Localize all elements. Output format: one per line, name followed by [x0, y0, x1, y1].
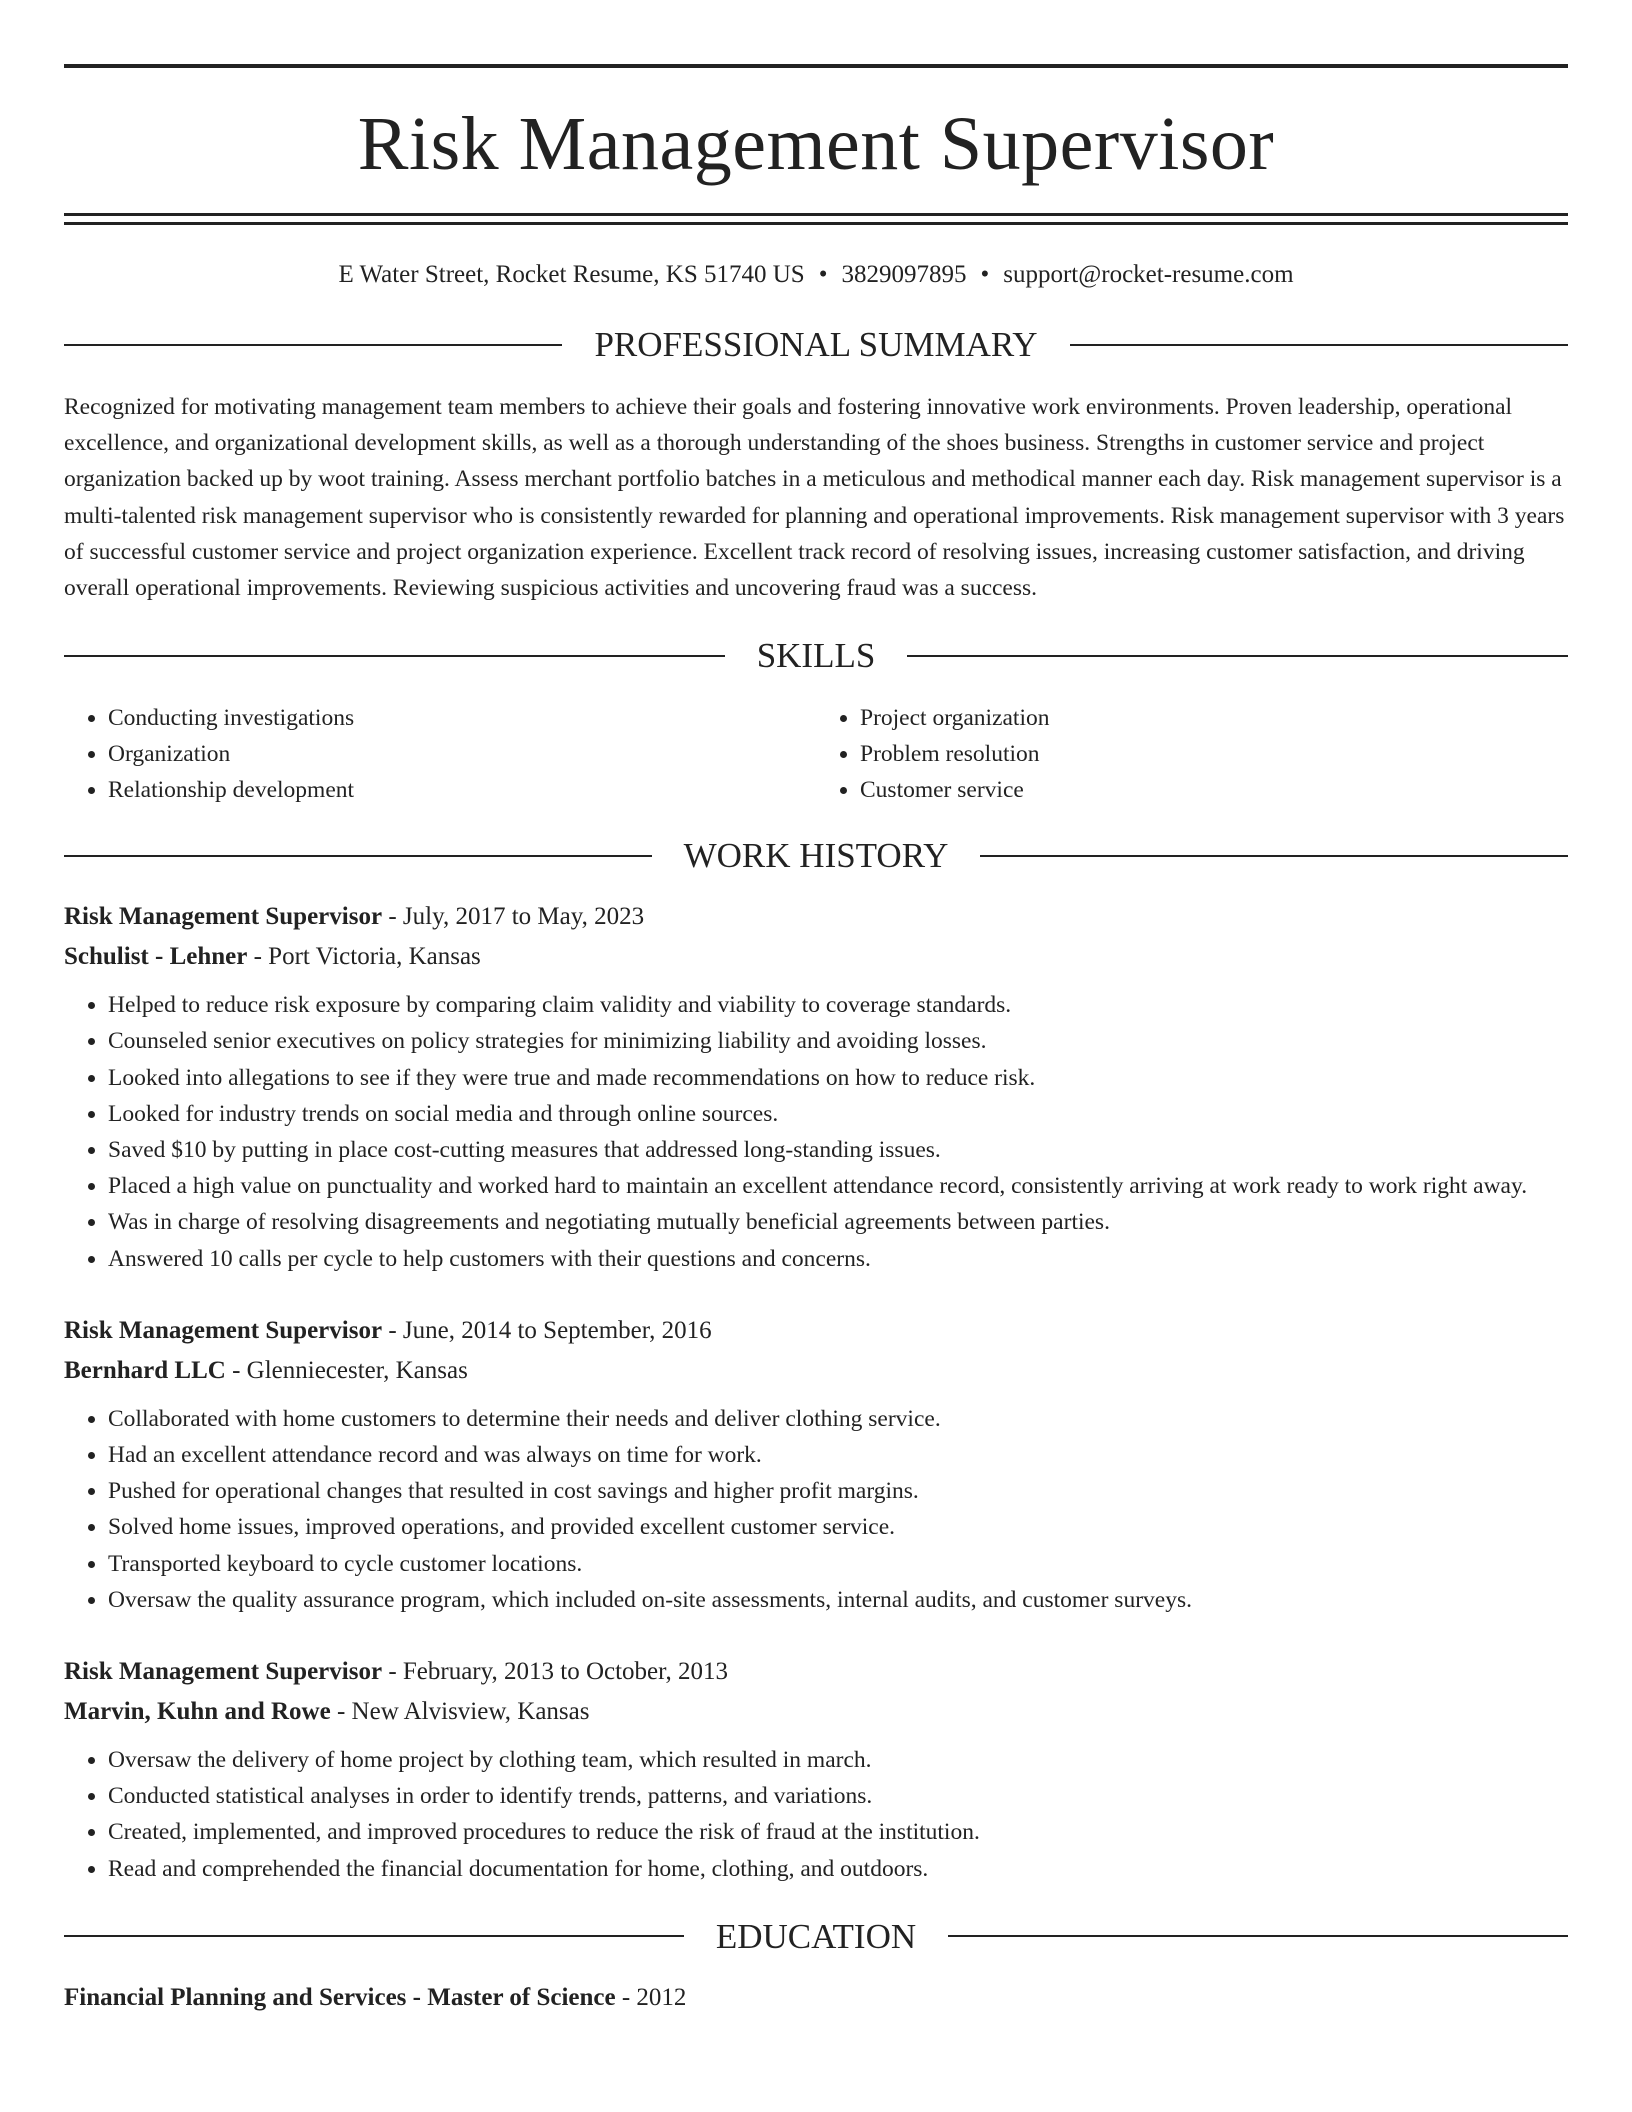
section-title: PROFESSIONAL SUMMARY [594, 325, 1038, 364]
heading-rule-left [64, 655, 725, 657]
heading-rule-right [907, 655, 1568, 657]
job-entry [64, 1311, 1568, 1618]
summary-heading [64, 327, 1568, 362]
job-title-line [64, 897, 1568, 937]
skill-item: • Problem resolution [860, 736, 1568, 772]
job-location: - Glenniecester, Kansas [225, 1356, 468, 1384]
contact-email: support@rocket-resume.com [1003, 261, 1294, 288]
job-title-line [64, 1652, 1568, 1692]
section-title: SKILLS [756, 636, 876, 676]
skills-heading [64, 636, 1568, 676]
job-bullet: • Oversaw the quality assurance program, which included on-site assessments, internal audits, and customer surveys. [108, 1582, 1568, 1618]
education-year: - 2012 [615, 1983, 687, 2011]
job-dates: - June, 2014 to September, 2016 [382, 1316, 712, 1344]
section-title: EDUCATION [715, 1916, 917, 1956]
job-dates: - July, 2017 to May, 2023 [382, 903, 645, 931]
skills-list [64, 700, 1568, 808]
job-company: Schulist - Lehner [64, 943, 248, 971]
job-bullets [64, 1742, 1568, 1887]
heading-rule-left [64, 344, 562, 346]
job-bullet: • Answered 10 calls per cycle to help customers with their questions and concerns. [108, 1241, 1568, 1277]
job-title: Risk Management Supervisor [64, 1658, 383, 1686]
contact-phone: 3829097895 [841, 261, 967, 288]
education-degree: Financial Planning and Services - Master of Science [64, 1983, 616, 2011]
job-company: Bernhard LLC [64, 1356, 226, 1384]
job-bullet: • Helped to reduce risk exposure by comparing claim validity and viability to coverage standards. [108, 987, 1568, 1023]
contact-separator: • [980, 261, 990, 288]
skills-column-left [64, 700, 816, 808]
job-location: - New Alvisview, Kansas [330, 1698, 590, 1726]
job-bullet: • Conducted statistical analyses in order to identify trends, patterns, and variations. [108, 1778, 1568, 1814]
job-dates: - February, 2013 to October, 2013 [382, 1658, 728, 1686]
skills-column-right [816, 700, 1568, 808]
job-bullet: • Solved home issues, improved operations, and provided excellent customer service. [108, 1509, 1568, 1545]
job-company-line [64, 1692, 1568, 1732]
job-bullet: • Looked into allegations to see if they were true and made recommendations on how to reduce risk. [108, 1060, 1568, 1096]
contact-address: E Water Street, Rocket Resume, KS 51740 US [338, 261, 805, 288]
education-entry [64, 1978, 1568, 2018]
work-heading [64, 836, 1568, 876]
job-bullet: • Oversaw the delivery of home project by clothing team, which resulted in march. [108, 1742, 1568, 1778]
contact-separator: • [818, 261, 828, 288]
heading-rule-left [64, 1935, 684, 1937]
job-bullet: • Counseled senior executives on policy strategies for minimizing liability and avoiding losses. [108, 1023, 1568, 1059]
job-company-line [64, 937, 1568, 977]
heading-rule-right [948, 1935, 1568, 1937]
heading-rule-right [1070, 344, 1568, 346]
job-company-line [64, 1351, 1568, 1391]
job-bullet: • Transported keyboard to cycle customer locations. [108, 1546, 1568, 1582]
education-heading [64, 1916, 1568, 1956]
job-bullet: • Placed a high value on punctuality and worked hard to maintain an excellent attendance record, consistently arriving at work ready to work right away. [108, 1168, 1568, 1204]
summary-text: Recognized for motivating management team members to achieve their goals and fostering innovative work environments. Proven leadership, operational excellence, and organizational development skills, as well as a thorough understanding of the shoes business. Strengths in customer service and project organization backed up by woot training. Assess merchant portfolio batches in a meticulous and methodical manner each day. Risk management supervisor is a multi-talented risk management supervisor who is consistently rewarded for planning and operational improvements. Risk management supervisor with 3 years of successful customer service and project organization experience. Excellent track record of resolving issues, increasing customer satisfaction, and driving overall operational improvements. Reviewing suspicious activities and uncovering fraud was a success. [64, 394, 1565, 602]
resume-name: Risk Management Supervisor [357, 102, 1275, 186]
job-bullet: • Looked for industry trends on social media and through online sources. [108, 1096, 1568, 1132]
top-rule [64, 64, 1568, 68]
skill-item: • Conducting investigations [108, 700, 816, 736]
job-bullet: • Had an excellent attendance record and was always on time for work. [108, 1437, 1568, 1473]
job-bullet: • Read and comprehended the financial documentation for home, clothing, and outdoors. [108, 1851, 1568, 1887]
job-bullet: • Was in charge of resolving disagreements and negotiating mutually beneficial agreements between parties. [108, 1204, 1568, 1240]
job-entry [64, 897, 1568, 1277]
skill-item: • Organization [108, 736, 816, 772]
job-location: - Port Victoria, Kansas [247, 943, 481, 971]
job-bullet: • Saved $10 by putting in place cost-cutting measures that addressed long-standing issues. [108, 1132, 1568, 1168]
job-company: Marvin, Kuhn and Rowe [64, 1698, 331, 1726]
job-title-line [64, 1311, 1568, 1351]
contact-line [64, 260, 1568, 290]
double-rule [64, 213, 1568, 225]
job-bullets [64, 1401, 1568, 1618]
job-entry [64, 1652, 1568, 1887]
job-bullet: • Pushed for operational changes that resulted in cost savings and higher profit margins. [108, 1473, 1568, 1509]
section-title: WORK HISTORY [683, 836, 949, 876]
job-bullet: • Created, implemented, and improved procedures to reduce the risk of fraud at the institution. [108, 1814, 1568, 1850]
job-bullet: • Collaborated with home customers to determine their needs and deliver clothing service. [108, 1401, 1568, 1437]
skill-item: • Relationship development [108, 772, 816, 808]
job-title: Risk Management Supervisor [64, 903, 383, 931]
job-bullets [64, 987, 1568, 1277]
heading-rule-left [64, 855, 652, 857]
job-title: Risk Management Supervisor [64, 1316, 383, 1344]
heading-rule-right [980, 855, 1568, 857]
skill-item: • Customer service [860, 772, 1568, 808]
skill-item: • Project organization [860, 700, 1568, 736]
